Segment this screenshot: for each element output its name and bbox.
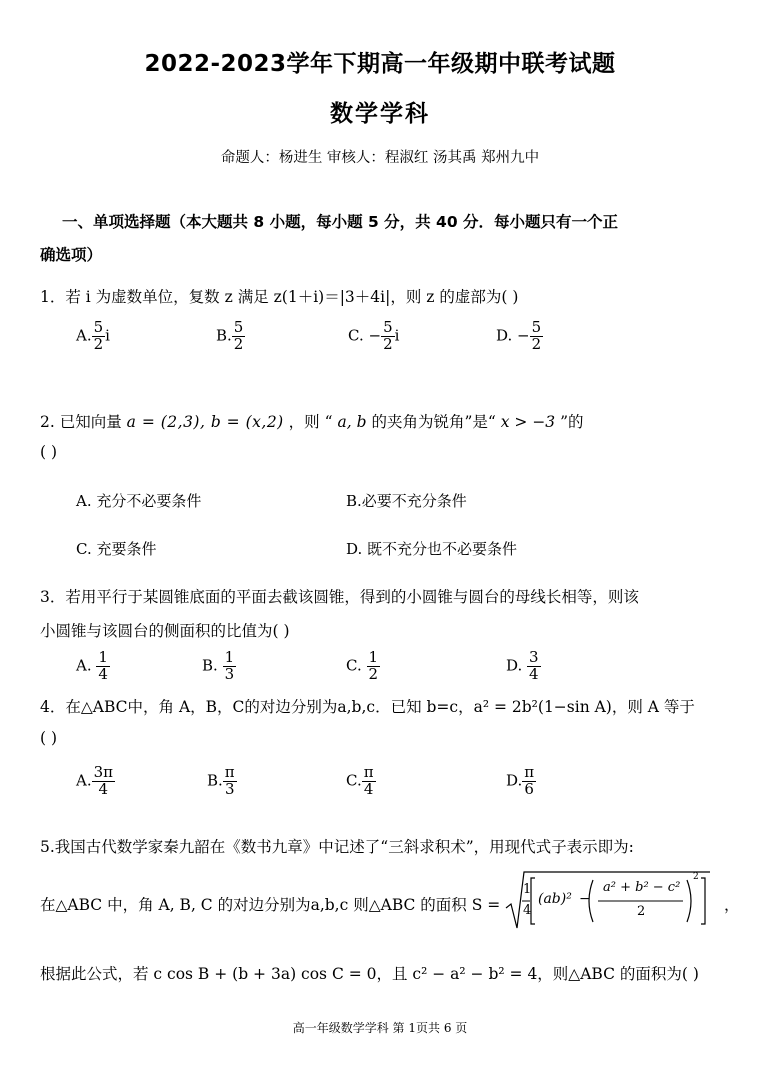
- section-heading-line1: 一、单项选择题（本大题共 8 小题，每小题 5 分，共 40 分．每小题只有一个正: [62, 213, 619, 231]
- section-heading-line2: 确选项）: [40, 246, 103, 264]
- q1-option-b[interactable]: [216, 320, 245, 353]
- q1-option-d[interactable]: [496, 320, 543, 353]
- authors-line: 命题人：杨进生 审核人：程淑红 汤其禹 郑州九中: [220, 150, 540, 166]
- option-fraction: $\frac{5}{2}$: [383, 318, 393, 353]
- option-label: C.: [348, 326, 364, 345]
- q5-stem-line2: 在△ABC 中，角 A, B, C 的对边分别为a,b,c 则△ABC 的面积 S =: [40, 896, 501, 914]
- q1-stem: 1．若 i 为虚数单位，复数 z 满足 z(1＋i)＝|3＋4i|，则 z 的虚部为( ): [40, 288, 519, 306]
- page-footer: 高一年级数学学科 第 1页共 6 页: [292, 1021, 468, 1035]
- q2-vectors: a = (2,3), b = (x,2): [126, 413, 284, 431]
- q2-vector-pair: a, b: [337, 413, 367, 431]
- formula-quarter-num: 1: [523, 882, 532, 897]
- q4-stem-line1: 4．在△ABC中，角 A，B，C的对边分别为a,b,c．已知 b=c，a² = 2b²(1−sin A)，则 A 等于: [40, 698, 695, 716]
- q1-option-c[interactable]: [348, 320, 399, 353]
- option-fraction: $\frac{5}{2}$: [531, 318, 542, 353]
- option-label: D.: [496, 326, 513, 345]
- q5-area-formula: [505, 870, 720, 932]
- q2-option-a[interactable]: A. 充分不必要条件: [76, 492, 202, 510]
- option-fraction: $\frac{\pi}{3}$: [224, 763, 235, 798]
- q3-stem-line2: 小圆锥与该圆台的侧面积的比值为( ): [40, 622, 290, 640]
- option-fraction: $\frac{3\pi}{4}$: [93, 763, 114, 798]
- option-label: A.: [76, 326, 92, 345]
- q4-option-c[interactable]: C. $\frac{\pi}{4}$: [346, 763, 374, 798]
- formula-quarter-den: 4: [523, 903, 532, 918]
- q3-option-b[interactable]: B. $\frac{1}{3}$: [202, 648, 235, 683]
- option-fraction: $\frac{\pi}{6}$: [524, 763, 535, 798]
- q4-option-b[interactable]: B. $\frac{\pi}{3}$: [207, 763, 235, 798]
- q2-condition: x > −3: [500, 413, 556, 431]
- option-fraction: $\frac{1}{4}$: [98, 648, 108, 683]
- option-fraction: $\frac{1}{3}$: [224, 648, 235, 683]
- q4-option-a[interactable]: A. $\frac{3\pi}{4}$: [76, 763, 114, 798]
- option-fraction: $\frac{5}{2}$: [93, 318, 104, 353]
- formula-square-exponent: 2: [693, 872, 699, 882]
- option-suffix: i: [394, 326, 400, 345]
- q2-option-b[interactable]: B.必要不充分条件: [346, 492, 467, 510]
- q2-stem: 2. 已知向量 a = (2,3), b = (x,2) ，则 “ a, b 的夹角为锐角”是“ x > −3 ”的: [40, 413, 584, 431]
- q3-stem-line1: 3．若用平行于某圆锥底面的平面去截该圆锥，得到的小圆锥与圆台的母线长相等，则该: [40, 588, 639, 606]
- option-prefix: −: [368, 326, 382, 345]
- option-label: B.: [216, 326, 232, 345]
- option-suffix: i: [105, 326, 110, 345]
- formula-ab-squared: (ab)²: [538, 891, 572, 907]
- q5-stem-line2-end: ，: [724, 896, 740, 914]
- option-fraction: $\frac{5}{2}$: [233, 318, 244, 353]
- q2-option-c[interactable]: C. 充要条件: [76, 540, 157, 558]
- q3-option-d[interactable]: D. $\frac{3}{4}$: [506, 648, 539, 683]
- subject-title: 数学学科: [330, 101, 430, 127]
- option-prefix: −: [517, 326, 530, 345]
- option-fraction: $\frac{\pi}{4}$: [363, 763, 374, 798]
- exam-title: 2022-2023学年下期高一年级期中联考试题: [144, 51, 616, 77]
- formula-minus: −: [579, 891, 591, 907]
- q4-stem-line2: ( ): [40, 729, 58, 747]
- option-fraction: $\frac{3}{4}$: [529, 648, 539, 683]
- q4-option-d[interactable]: D. $\frac{\pi}{6}$: [506, 763, 535, 798]
- q1-option-a[interactable]: [76, 320, 110, 353]
- q3-option-c[interactable]: C. $\frac{1}{2}$: [346, 648, 379, 683]
- formula-big-numerator: a² + b² − c²: [603, 880, 681, 895]
- q3-option-a[interactable]: A. $\frac{1}{4}$: [76, 648, 108, 683]
- q2-stem-line2: ( ): [40, 443, 58, 461]
- formula-big-denominator: 2: [637, 904, 646, 919]
- option-fraction: $\frac{1}{2}$: [368, 648, 379, 683]
- q5-stem-line3: 根据此公式，若 c cos B + (b + 3a) cos C = 0，且 c² − a² − b² = 4，则△ABC 的面积为( ): [40, 965, 699, 983]
- q5-stem-line1: 5.我国古代数学家秦九韶在《数书九章》中记述了“三斜求积术”，用现代式子表示即为:: [40, 838, 634, 856]
- q2-option-d[interactable]: D. 既不充分也不必要条件: [346, 540, 518, 558]
